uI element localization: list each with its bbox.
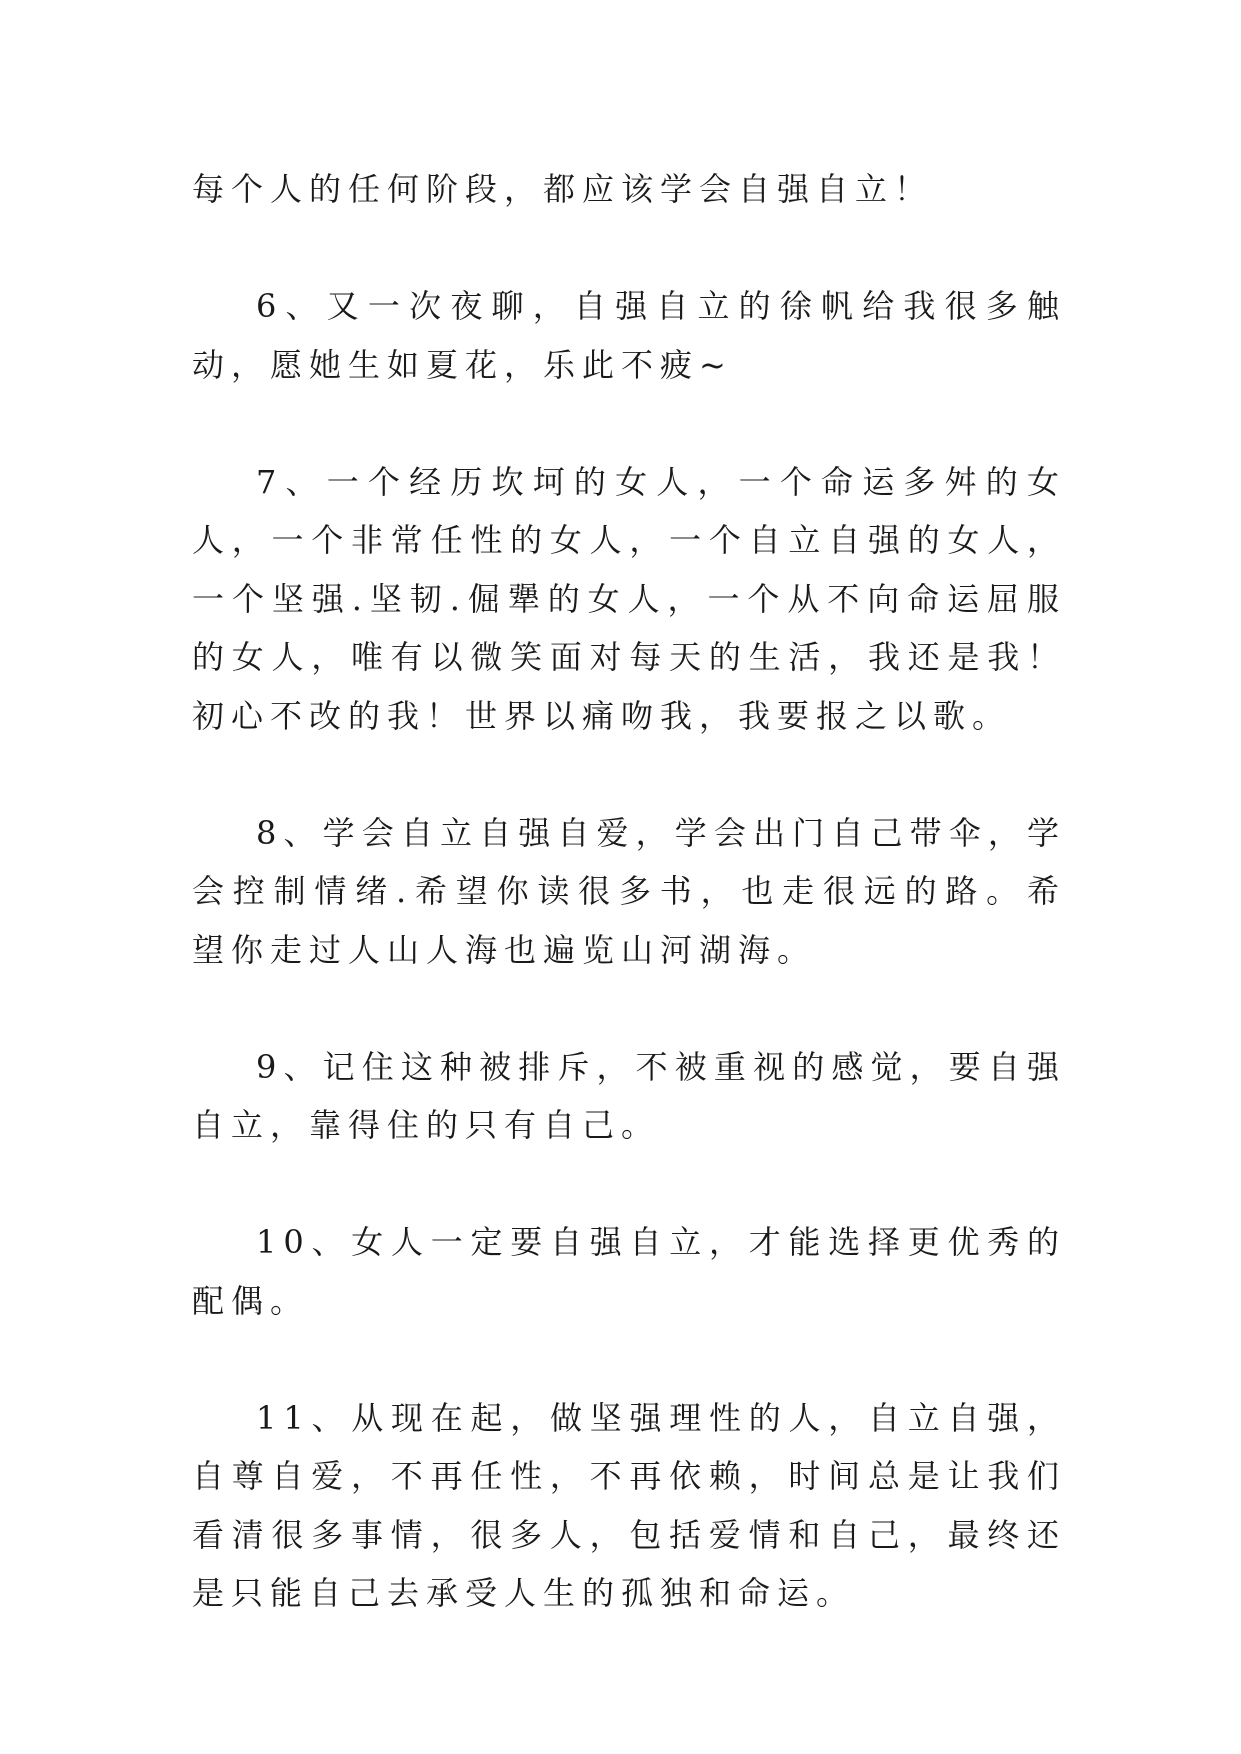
paragraph-10: 10、女人一定要自强自立，才能选择更优秀的配偶。 <box>192 1223 1066 1320</box>
paragraph-9: 9、记住这种被排斥，不被重视的感觉，要自强自立，靠得住的只有自己。 <box>192 1047 1066 1144</box>
paragraph-intro: 每个人的任何阶段，都应该学会自强自立！ <box>192 170 934 208</box>
paragraph-11: 11、从现在起，做坚强理性的人，自立自强，自尊自爱，不再任性，不再依赖，时间总是让我们看清很多事情，很多人，包括爱情和自己，最终还是只能自己去承受人生的孤独和命运。 <box>192 1398 1066 1612</box>
document-body <box>192 160 1066 1681</box>
paragraph-6: 6、又一次夜聊，自强自立的徐帆给我很多触动，愿她生如夏花，乐此不疲~ <box>192 287 1066 384</box>
paragraph-8: 8、学会自立自强自爱，学会出门自己带伞，学会控制情绪.希望你读很多书，也走很远的路。希望你走过人山人海也遍览山河湖海。 <box>192 813 1066 969</box>
paragraph-7: 7、一个经历坎坷的女人，一个命运多舛的女人，一个非常任性的女人，一个自立自强的女人，一个坚强.坚韧.倔犟的女人，一个从不向命运屈服的女人，唯有以微笑面对每天的生活，我还是我！初心不改的我！世界以痛吻我，我要报之以歌。 <box>192 462 1066 735</box>
